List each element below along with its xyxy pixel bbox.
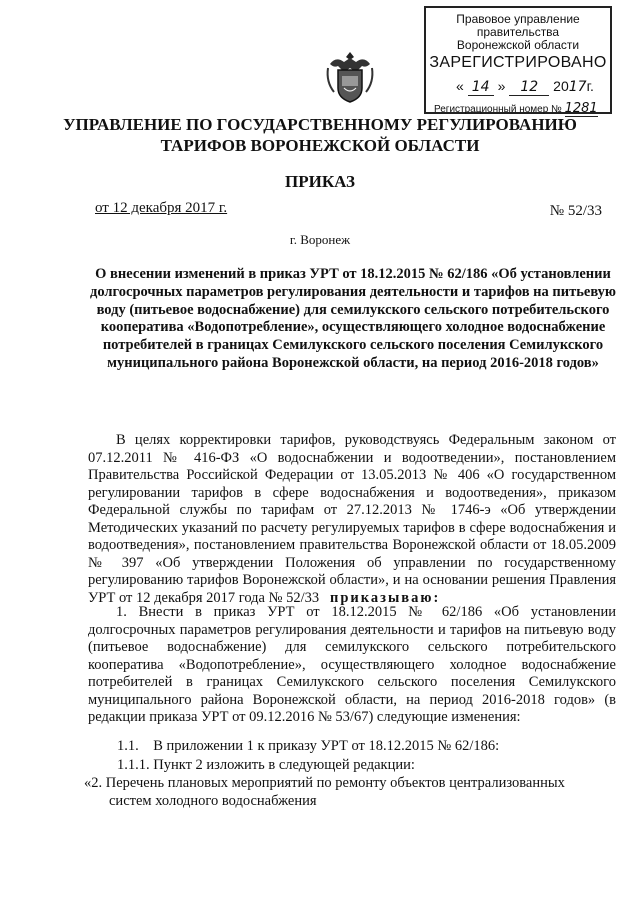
order-word: приказываю:	[329, 589, 441, 606]
stamp-month: 12	[509, 79, 549, 96]
registration-stamp	[424, 6, 612, 114]
item-1-1: 1.1. В приложении 1 к приказу УРТ от 18.12.2015 № 62/186:	[117, 738, 500, 754]
order-date: от 12 декабря 2017 г.	[95, 200, 228, 216]
stamp-year-prefix: 20	[553, 78, 569, 94]
stamp-date	[456, 78, 594, 96]
org-line2: ТАРИФОВ ВОРОНЕЖСКОЙ ОБЛАСТИ	[160, 136, 480, 155]
stamp-year: 17	[568, 79, 587, 95]
stamp-date-open: «	[456, 78, 464, 94]
stamp-date-close: »	[497, 78, 506, 94]
stamp-year-suffix: г.	[586, 78, 594, 94]
stamp-reg-number: 1281	[564, 101, 598, 116]
stamp-reg-label: Регистрационный номер №	[434, 104, 562, 115]
document-type: ПРИКАЗ	[285, 172, 355, 191]
stamp-line2: Воронежской области	[456, 38, 580, 52]
org-line1: УПРАВЛЕНИЕ ПО ГОСУДАРСТВЕННОМУ РЕГУЛИРОВАНИЮ	[63, 115, 577, 134]
item-1	[88, 604, 616, 727]
coat-of-arms-icon	[322, 46, 378, 106]
quote-line1: «2. Перечень плановых мероприятий по ремонту объектов централизованных	[84, 775, 565, 791]
preamble	[88, 432, 616, 607]
item-1-text: 1. Внести в приказ УРТ от 18.12.2015 № 62/186 «Об установлении долгосрочных параметров регулирования деятельности и тарифов на питьевую воду (питьевое водоснабжение) для семилукского сельского потребительского кооператива «Водопотребление», осуществляющего холодное водоснабжение потребителей в границах Семилукского сельского поселения Семилукского муниципального района Воронежской области, на период 2016-2018 годов» (в редакции приказа УРТ от 09.12.2016 № 53/67) следующие изменения:	[88, 604, 616, 725]
quote-line2: систем холодного водоснабжения	[109, 793, 317, 809]
preamble-body: В целях корректировки тарифов, руководствуясь Федеральным законом от 07.12.2011 № 416-ФЗ «О водоснабжении и водоотведении», постановлением Правительства Российской Федерации от 13.05.2013 № 406 «О государственном регулировании тарифов в сфере водоснабжения и водоотведения», приказом Федеральной службы по тарифам от 27.12.2013 № 1746-э «Об утверждении Методических указаний по расчету регулируемых тарифов в сфере водоснабжения и водоотведения», постановлением правительства Воронежской области от 18.05.2009 № 397 «Об утверждении Положения об управлении по государственному регулированию тарифов Воронежской области», и на основании решения Правления УРТ от 12 декабря 2017 года № 52/33	[88, 432, 616, 606]
order-title: О внесении изменений в приказ УРТ от 18.12.2015 № 62/186 «Об установлении долгосрочных параметров регулирования деятельности и тарифов на питьевую воду (питьевое водоснабжение) для семилукского сельского потребительского кооператива «Водопотребление», осуществляющего холодное водоснабжение потребителей в границах Семилукского сельского поселения Семилукского муниципального района Воронежской области, на период 2016-2018 годов»	[90, 266, 616, 371]
stamp-line1: Правовое управление правительства	[456, 12, 580, 39]
stamp-org	[426, 13, 610, 52]
order-number: № 52/33	[549, 203, 602, 219]
preamble-text	[88, 432, 616, 607]
city: г. Воронеж	[289, 232, 351, 247]
item-1-1-1: 1.1.1. Пункт 2 изложить в следующей редакции:	[117, 757, 415, 773]
stamp-registered: ЗАРЕГИСТРИРОВАНО	[429, 54, 607, 71]
stamp-day: 14	[468, 79, 494, 96]
organization-name	[0, 114, 640, 156]
